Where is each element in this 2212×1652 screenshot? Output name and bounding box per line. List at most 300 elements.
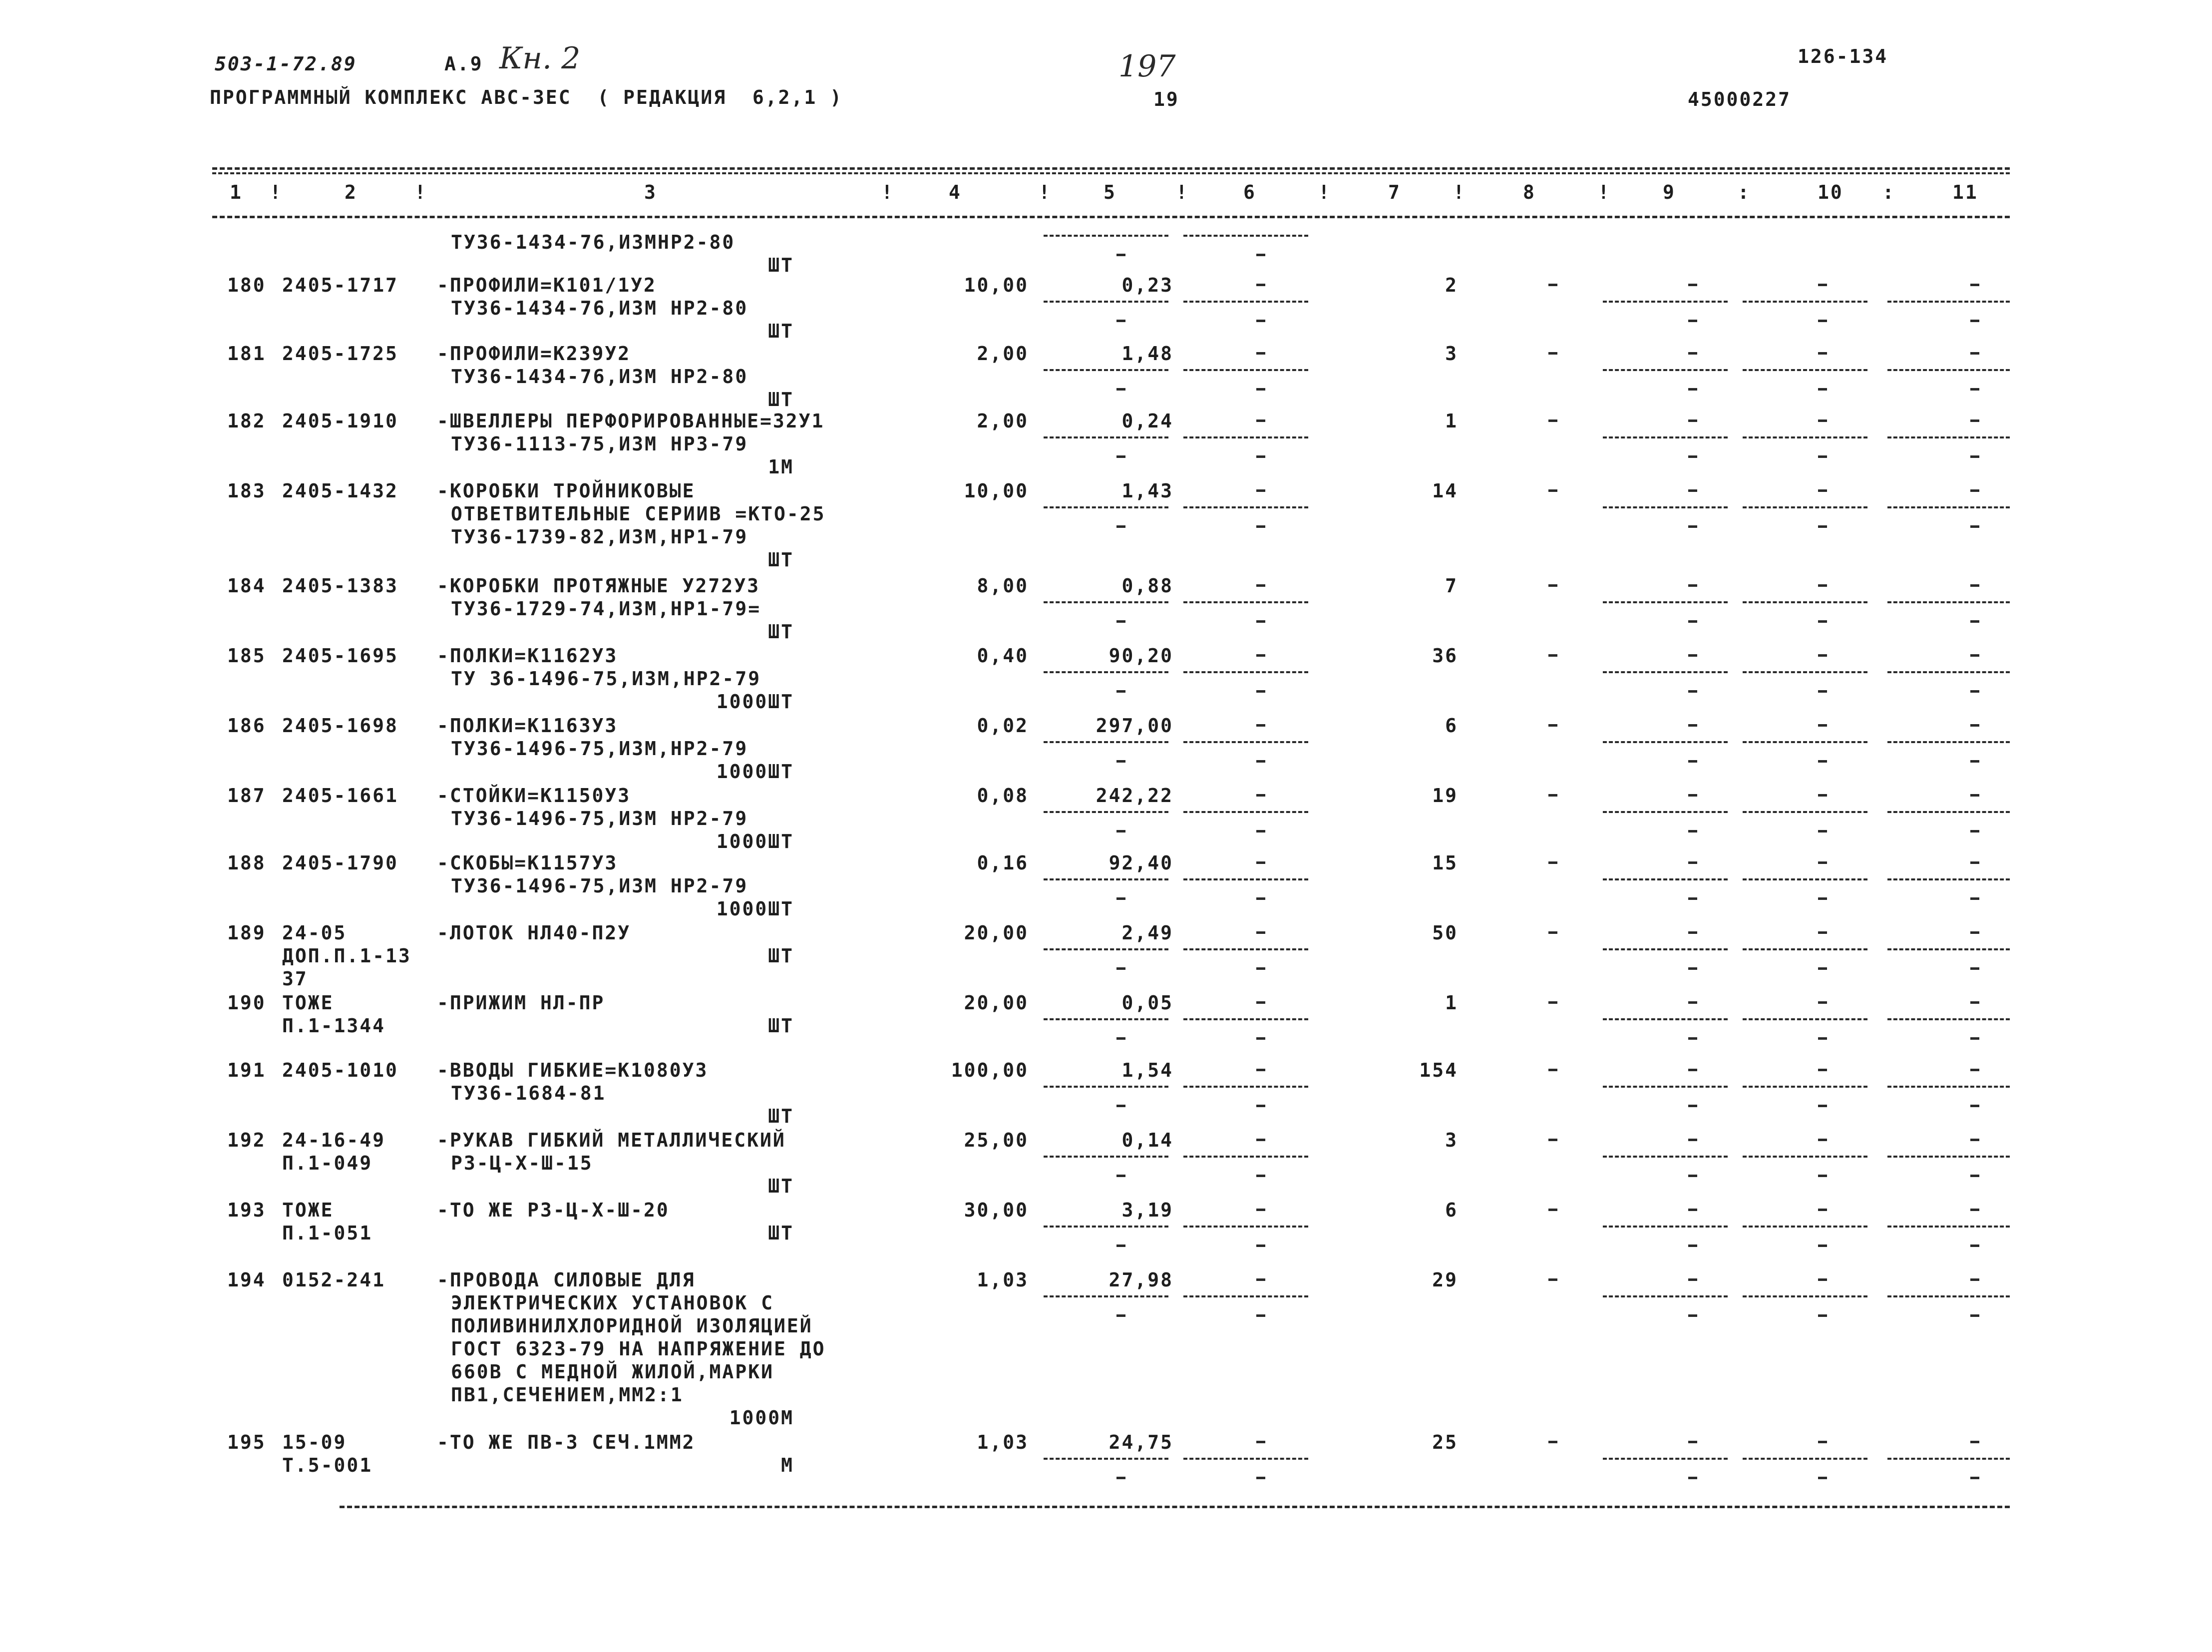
col6-dash bbox=[1256, 1001, 1265, 1004]
sub-rule bbox=[1887, 1295, 2010, 1297]
sub-dash bbox=[1818, 1175, 1827, 1177]
sub-dash bbox=[1818, 1037, 1827, 1040]
item-code: 2405-1661 bbox=[282, 785, 398, 807]
item-code: П.1-049 bbox=[282, 1152, 373, 1174]
sub-dash bbox=[1818, 320, 1827, 322]
sub-dash bbox=[1688, 1477, 1697, 1479]
sub-rule bbox=[1743, 1086, 1867, 1088]
sub-rule bbox=[1183, 1295, 1308, 1297]
unit-price: 0,05 bbox=[1121, 992, 1173, 1014]
sub-rule bbox=[1603, 741, 1728, 743]
item-name: ПОЛИВИНИЛХЛОРИДНОЙ ИЗОЛЯЦИЕЙ bbox=[451, 1315, 813, 1337]
sub-dash bbox=[1116, 1244, 1125, 1247]
sub-rule bbox=[1044, 235, 1168, 237]
sub-dash bbox=[1256, 690, 1265, 693]
sub-rule bbox=[1603, 1018, 1728, 1020]
column-separator: : bbox=[1882, 181, 1895, 203]
item-name: ТУ36-1496-75,ИЗМ НР2-79 bbox=[451, 808, 748, 829]
item-name: -ПРИЖИМ НЛ-ПР bbox=[437, 992, 605, 1014]
col10-dash bbox=[1818, 1278, 1827, 1281]
unit-of-measure: ШТ bbox=[768, 389, 794, 411]
sub-rule bbox=[1743, 878, 1867, 880]
col8-dash bbox=[1548, 1069, 1557, 1071]
sub-dash bbox=[1970, 1175, 1979, 1177]
row-number: 181 bbox=[227, 343, 266, 365]
col11-dash bbox=[1970, 1139, 1979, 1141]
sub-rule bbox=[1044, 1458, 1168, 1460]
sub-dash bbox=[1970, 320, 1979, 322]
column-separator: ! bbox=[414, 181, 427, 203]
unit-of-measure: ШТ bbox=[768, 320, 794, 342]
sub-dash bbox=[1818, 967, 1827, 970]
column-separator: ! bbox=[1176, 181, 1189, 203]
unit-price: 1,43 bbox=[1121, 480, 1173, 502]
col6-dash bbox=[1256, 794, 1265, 797]
sub-rule bbox=[1183, 1226, 1308, 1228]
col11-dash bbox=[1970, 1441, 1979, 1443]
col6-dash bbox=[1256, 584, 1265, 587]
unit-of-measure: ШТ bbox=[768, 549, 794, 571]
col9-dash bbox=[1688, 1278, 1697, 1281]
sub-rule bbox=[1603, 1226, 1728, 1228]
order-number: 45000227 bbox=[1688, 88, 1792, 110]
col6-dash bbox=[1256, 861, 1265, 864]
item-name: -ПРОФИЛИ=К101/1У2 bbox=[437, 274, 657, 296]
column-header-5: 5 bbox=[1104, 181, 1116, 203]
sub-rule bbox=[1603, 1086, 1728, 1088]
item-name: ТУ36-1739-82,ИЗМ,НР1-79 bbox=[451, 526, 748, 548]
row-number: 180 bbox=[227, 274, 266, 296]
sub-rule bbox=[1044, 506, 1168, 508]
item-name: ТУ36-1729-74,ИЗМ,НР1-79= bbox=[451, 598, 761, 620]
unit-of-measure: 1000ШТ bbox=[716, 761, 794, 783]
sub-dash bbox=[1970, 620, 1979, 623]
unit-price: 0,14 bbox=[1121, 1129, 1173, 1151]
sub-rule bbox=[1044, 1295, 1168, 1297]
row-number: 183 bbox=[227, 480, 266, 502]
col11-dash bbox=[1970, 794, 1979, 797]
sub-dash bbox=[1688, 388, 1697, 391]
col7-value: 15 bbox=[1432, 852, 1458, 874]
col11-dash bbox=[1970, 419, 1979, 422]
sub-dash bbox=[1256, 760, 1265, 763]
sub-rule bbox=[1603, 671, 1728, 673]
sub-dash bbox=[1970, 1244, 1979, 1247]
sub-dash bbox=[1256, 967, 1265, 970]
sub-dash bbox=[1970, 967, 1979, 970]
col11-dash bbox=[1970, 724, 1979, 727]
sub-rule bbox=[1887, 671, 2010, 673]
sub-rule bbox=[1044, 811, 1168, 813]
item-name: -СТОЙКИ=К1150У3 bbox=[437, 785, 631, 807]
unit-of-measure: ШТ bbox=[768, 1175, 794, 1197]
sheet-number: 19 bbox=[1153, 88, 1179, 110]
sub-dash bbox=[1116, 525, 1125, 528]
sub-dash bbox=[1688, 455, 1697, 458]
sub-rule bbox=[1183, 506, 1308, 508]
col10-dash bbox=[1818, 1441, 1827, 1443]
col11-dash bbox=[1970, 584, 1979, 587]
row-number: 193 bbox=[227, 1199, 266, 1221]
unit-price: 0,24 bbox=[1121, 410, 1173, 432]
col7-value: 154 bbox=[1419, 1059, 1458, 1081]
sub-rule bbox=[1743, 671, 1867, 673]
col10-dash bbox=[1818, 1001, 1827, 1004]
sub-dash bbox=[1688, 1314, 1697, 1317]
sub-rule bbox=[1183, 436, 1308, 438]
col8-dash bbox=[1548, 489, 1557, 492]
col8-dash bbox=[1548, 284, 1557, 286]
item-code: 2405-1010 bbox=[282, 1059, 398, 1081]
sub-dash bbox=[1688, 620, 1697, 623]
col11-dash bbox=[1970, 489, 1979, 492]
unit-price: 242,22 bbox=[1096, 785, 1173, 807]
row-number: 195 bbox=[227, 1431, 266, 1453]
col11-dash bbox=[1970, 1069, 1979, 1071]
sub-dash bbox=[1116, 1037, 1125, 1040]
item-name: ГОСТ 6323-79 НА НАПРЯЖЕНИЕ ДО bbox=[451, 1338, 826, 1360]
sub-dash bbox=[1256, 388, 1265, 391]
sub-dash bbox=[1970, 1105, 1979, 1107]
unit-price: 27,98 bbox=[1108, 1269, 1173, 1291]
col9-dash bbox=[1688, 931, 1697, 934]
item-name: ОТВЕТВИТЕЛЬНЫЕ СЕРИИВ =КТО-25 bbox=[451, 503, 826, 525]
sub-dash bbox=[1818, 525, 1827, 528]
sub-rule bbox=[1603, 1295, 1728, 1297]
sub-dash bbox=[1688, 1175, 1697, 1177]
col6-dash bbox=[1256, 931, 1265, 934]
item-code: Т.5-001 bbox=[282, 1454, 373, 1476]
column-separator: ! bbox=[1318, 181, 1331, 203]
album-label: А.9 bbox=[444, 53, 483, 75]
col7-value: 2 bbox=[1445, 274, 1458, 296]
sub-rule bbox=[1183, 1086, 1308, 1088]
col9-dash bbox=[1688, 1209, 1697, 1211]
unit-price: 3,19 bbox=[1121, 1199, 1173, 1221]
col8-dash bbox=[1548, 931, 1557, 934]
col7-value: 6 bbox=[1445, 1199, 1458, 1221]
row-number: 184 bbox=[227, 575, 266, 597]
sub-rule bbox=[1603, 436, 1728, 438]
col6-dash bbox=[1256, 1139, 1265, 1141]
item-code: ДОП.П.1-13 bbox=[282, 945, 411, 967]
sub-rule bbox=[1044, 1226, 1168, 1228]
col8-dash bbox=[1548, 1001, 1557, 1004]
sub-dash bbox=[1970, 830, 1979, 832]
unit-price: 92,40 bbox=[1108, 852, 1173, 874]
sub-dash bbox=[1688, 320, 1697, 322]
sub-rule bbox=[1743, 741, 1867, 743]
sub-rule bbox=[1044, 601, 1168, 603]
table-header-rule bbox=[212, 216, 2010, 218]
item-name: ТУ36-1496-75,ИЗМ НР2-79 bbox=[451, 875, 748, 897]
sub-dash bbox=[1256, 320, 1265, 322]
sub-rule bbox=[1743, 811, 1867, 813]
unit-price: 1,54 bbox=[1121, 1059, 1173, 1081]
item-code: 24-05 bbox=[282, 922, 347, 944]
item-code: 0152-241 bbox=[282, 1269, 386, 1291]
unit-of-measure: ШТ bbox=[768, 945, 794, 967]
unit-of-measure: ШТ bbox=[768, 1105, 794, 1127]
sub-rule bbox=[1183, 741, 1308, 743]
sub-dash bbox=[1688, 1244, 1697, 1247]
item-code: 37 bbox=[282, 968, 308, 990]
unit-price: 1,48 bbox=[1121, 343, 1173, 365]
row-number: 182 bbox=[227, 410, 266, 432]
col8-dash bbox=[1548, 794, 1557, 797]
sub-dash bbox=[1688, 897, 1697, 900]
sub-rule bbox=[1887, 1458, 2010, 1460]
sub-rule bbox=[1743, 506, 1867, 508]
sub-rule bbox=[1887, 741, 2010, 743]
item-name: -ПРОФИЛИ=К239У2 bbox=[437, 343, 631, 365]
table-bottom-rule bbox=[340, 1506, 2010, 1508]
unit-price: 0,88 bbox=[1121, 575, 1173, 597]
col11-dash bbox=[1970, 1209, 1979, 1211]
sub-dash bbox=[1256, 254, 1265, 256]
quantity: 0,16 bbox=[977, 852, 1029, 874]
quantity: 20,00 bbox=[964, 992, 1029, 1014]
sub-dash bbox=[1688, 690, 1697, 693]
sub-dash bbox=[1116, 1175, 1125, 1177]
sub-rule bbox=[1887, 301, 2010, 303]
sub-rule bbox=[1183, 601, 1308, 603]
col8-dash bbox=[1548, 584, 1557, 587]
col9-dash bbox=[1688, 584, 1697, 587]
row-number: 191 bbox=[227, 1059, 266, 1081]
col7-value: 36 bbox=[1432, 645, 1458, 667]
row-number: 185 bbox=[227, 645, 266, 667]
col6-dash bbox=[1256, 1209, 1265, 1211]
quantity: 0,40 bbox=[977, 645, 1029, 667]
item-name: -СКОБЫ=К1157У3 bbox=[437, 852, 618, 874]
sub-rule bbox=[1743, 436, 1867, 438]
quantity: 10,00 bbox=[964, 480, 1029, 502]
col6-dash bbox=[1256, 1069, 1265, 1071]
column-header-11: 11 bbox=[1952, 181, 1978, 203]
sub-rule bbox=[1183, 1458, 1308, 1460]
sub-dash bbox=[1116, 830, 1125, 832]
sub-dash bbox=[1970, 1037, 1979, 1040]
unit-of-measure: 1000М bbox=[729, 1407, 794, 1429]
item-name: -ПОЛКИ=К1163У3 bbox=[437, 715, 618, 737]
col7-value: 6 bbox=[1445, 715, 1458, 737]
sub-rule bbox=[1044, 1156, 1168, 1158]
sub-rule bbox=[1603, 948, 1728, 950]
table-top-rule bbox=[212, 167, 2010, 170]
unit-price: 0,23 bbox=[1121, 274, 1173, 296]
sub-rule bbox=[1603, 301, 1728, 303]
col7-value: 29 bbox=[1432, 1269, 1458, 1291]
col9-dash bbox=[1688, 419, 1697, 422]
column-header-6: 6 bbox=[1243, 181, 1256, 203]
sub-rule bbox=[1887, 369, 2010, 371]
quantity: 2,00 bbox=[977, 343, 1029, 365]
column-header-8: 8 bbox=[1523, 181, 1536, 203]
col6-dash bbox=[1256, 1278, 1265, 1281]
sub-rule bbox=[1603, 369, 1728, 371]
quantity: 10,00 bbox=[964, 274, 1029, 296]
sub-dash bbox=[1970, 760, 1979, 763]
sub-dash bbox=[1688, 1105, 1697, 1107]
sub-dash bbox=[1256, 1175, 1265, 1177]
col9-dash bbox=[1688, 284, 1697, 286]
sub-rule bbox=[1887, 1086, 2010, 1088]
col6-dash bbox=[1256, 419, 1265, 422]
doc-code: 503-1-72.89 bbox=[215, 53, 357, 75]
row-number: 188 bbox=[227, 852, 266, 874]
sub-rule bbox=[1183, 1018, 1308, 1020]
unit-of-measure: 1М bbox=[768, 456, 794, 478]
col6-dash bbox=[1256, 654, 1265, 657]
col10-dash bbox=[1818, 931, 1827, 934]
item-name: -РУКАВ ГИБКИЙ МЕТАЛЛИЧЕСКИЙ bbox=[437, 1129, 786, 1151]
table-top-rule-2 bbox=[212, 172, 2010, 174]
sub-dash bbox=[1818, 690, 1827, 693]
sub-rule bbox=[1743, 601, 1867, 603]
col10-dash bbox=[1818, 284, 1827, 286]
col10-dash bbox=[1818, 1209, 1827, 1211]
col9-dash bbox=[1688, 794, 1697, 797]
sub-dash bbox=[1818, 760, 1827, 763]
item-code: 2405-1383 bbox=[282, 575, 398, 597]
program-title: ПРОГРАММНЫЙ КОМПЛЕКС АВС-3ЕС ( РЕДАКЦИЯ 6,2,1 ) bbox=[210, 86, 843, 108]
sub-rule bbox=[1743, 301, 1867, 303]
item-code: ТОЖЕ bbox=[282, 992, 334, 1014]
col10-dash bbox=[1818, 861, 1827, 864]
sub-rule bbox=[1887, 878, 2010, 880]
column-header-9: 9 bbox=[1663, 181, 1676, 203]
item-name: -ТО ЖЕ Р3-Ц-Х-Ш-20 bbox=[437, 1199, 670, 1221]
sub-dash bbox=[1116, 897, 1125, 900]
column-header-3: 3 bbox=[644, 181, 657, 203]
unit-of-measure: ШТ bbox=[768, 621, 794, 643]
sub-rule bbox=[1887, 1018, 2010, 1020]
sub-dash bbox=[1256, 525, 1265, 528]
sub-rule bbox=[1603, 1458, 1728, 1460]
col10-dash bbox=[1818, 584, 1827, 587]
sub-dash bbox=[1116, 1105, 1125, 1107]
item-name: ПВ1,СЕЧЕНИЕМ,ММ2:1 bbox=[451, 1384, 684, 1406]
sub-rule bbox=[1743, 1458, 1867, 1460]
unit-of-measure: 1000ШТ bbox=[716, 691, 794, 713]
column-separator: ! bbox=[1598, 181, 1611, 203]
sub-dash bbox=[1116, 760, 1125, 763]
col9-dash bbox=[1688, 1069, 1697, 1071]
sub-dash bbox=[1970, 897, 1979, 900]
quantity: 0,08 bbox=[977, 785, 1029, 807]
sub-rule bbox=[1044, 436, 1168, 438]
quantity: 25,00 bbox=[964, 1129, 1029, 1151]
item-code: 2405-1695 bbox=[282, 645, 398, 667]
sub-dash bbox=[1970, 525, 1979, 528]
sub-dash bbox=[1818, 620, 1827, 623]
sub-rule bbox=[1183, 1156, 1308, 1158]
sub-dash bbox=[1116, 620, 1125, 623]
sub-rule bbox=[1044, 948, 1168, 950]
unit-price: 297,00 bbox=[1096, 715, 1173, 737]
sub-rule bbox=[1044, 1086, 1168, 1088]
quantity: 2,00 bbox=[977, 410, 1029, 432]
sub-dash bbox=[1256, 830, 1265, 832]
col9-dash bbox=[1688, 352, 1697, 355]
item-code: 24-16-49 bbox=[282, 1129, 386, 1151]
item-code: 2405-1910 bbox=[282, 410, 398, 432]
sub-rule bbox=[1183, 671, 1308, 673]
sub-rule bbox=[1603, 878, 1728, 880]
col11-dash bbox=[1970, 1001, 1979, 1004]
col8-dash bbox=[1548, 1209, 1557, 1211]
unit-of-measure: ШТ bbox=[768, 1222, 794, 1244]
sub-rule bbox=[1044, 301, 1168, 303]
col8-dash bbox=[1548, 1278, 1557, 1281]
sub-rule bbox=[1743, 1156, 1867, 1158]
col10-dash bbox=[1818, 489, 1827, 492]
col6-dash bbox=[1256, 489, 1265, 492]
column-separator: ! bbox=[1453, 181, 1466, 203]
quantity: 8,00 bbox=[977, 575, 1029, 597]
sub-dash bbox=[1688, 830, 1697, 832]
col11-dash bbox=[1970, 861, 1979, 864]
item-name: -ТО ЖЕ ПВ-3 СЕЧ.1ММ2 bbox=[437, 1431, 696, 1453]
col8-dash bbox=[1548, 654, 1557, 657]
item-code: 2405-1717 bbox=[282, 274, 398, 296]
sub-rule bbox=[1183, 878, 1308, 880]
sub-dash bbox=[1818, 1105, 1827, 1107]
sub-dash bbox=[1818, 1477, 1827, 1479]
col8-dash bbox=[1548, 724, 1557, 727]
sub-dash bbox=[1256, 620, 1265, 623]
col11-dash bbox=[1970, 284, 1979, 286]
sub-rule bbox=[1603, 1156, 1728, 1158]
col9-dash bbox=[1688, 724, 1697, 727]
sub-dash bbox=[1688, 760, 1697, 763]
item-code: П.1-1344 bbox=[282, 1015, 386, 1037]
item-name: -ПОЛКИ=К1162У3 bbox=[437, 645, 618, 667]
sub-rule bbox=[1743, 1226, 1867, 1228]
col9-dash bbox=[1688, 861, 1697, 864]
sub-dash bbox=[1970, 1477, 1979, 1479]
sub-dash bbox=[1688, 525, 1697, 528]
sub-rule bbox=[1743, 948, 1867, 950]
sub-dash bbox=[1818, 1244, 1827, 1247]
sub-rule bbox=[1183, 301, 1308, 303]
item-name: ТУ36-1434-76,ИЗМ НР2-80 bbox=[451, 297, 748, 319]
col10-dash bbox=[1818, 1139, 1827, 1141]
col8-dash bbox=[1548, 419, 1557, 422]
quantity: 1,03 bbox=[977, 1431, 1029, 1453]
sub-rule bbox=[1044, 741, 1168, 743]
col10-dash bbox=[1818, 794, 1827, 797]
sub-rule bbox=[1183, 948, 1308, 950]
sub-dash bbox=[1116, 1477, 1125, 1479]
col7-value: 25 bbox=[1432, 1431, 1458, 1453]
sub-dash bbox=[1818, 388, 1827, 391]
col9-dash bbox=[1688, 654, 1697, 657]
col9-dash bbox=[1688, 1441, 1697, 1443]
sub-rule bbox=[1887, 1226, 2010, 1228]
col9-dash bbox=[1688, 1139, 1697, 1141]
sub-dash bbox=[1818, 455, 1827, 458]
item-name: ТУ36-1496-75,ИЗМ,НР2-79 bbox=[451, 738, 748, 760]
col7-value: 50 bbox=[1432, 922, 1458, 944]
item-name: 660В С МЕДНОЙ ЖИЛОЙ,МАРКИ bbox=[451, 1361, 774, 1383]
row-number: 192 bbox=[227, 1129, 266, 1151]
item-name: -ПРОВОДА СИЛОВЫЕ ДЛЯ bbox=[437, 1269, 696, 1291]
row-number: 194 bbox=[227, 1269, 266, 1291]
sub-rule bbox=[1887, 436, 2010, 438]
col6-dash bbox=[1256, 352, 1265, 355]
